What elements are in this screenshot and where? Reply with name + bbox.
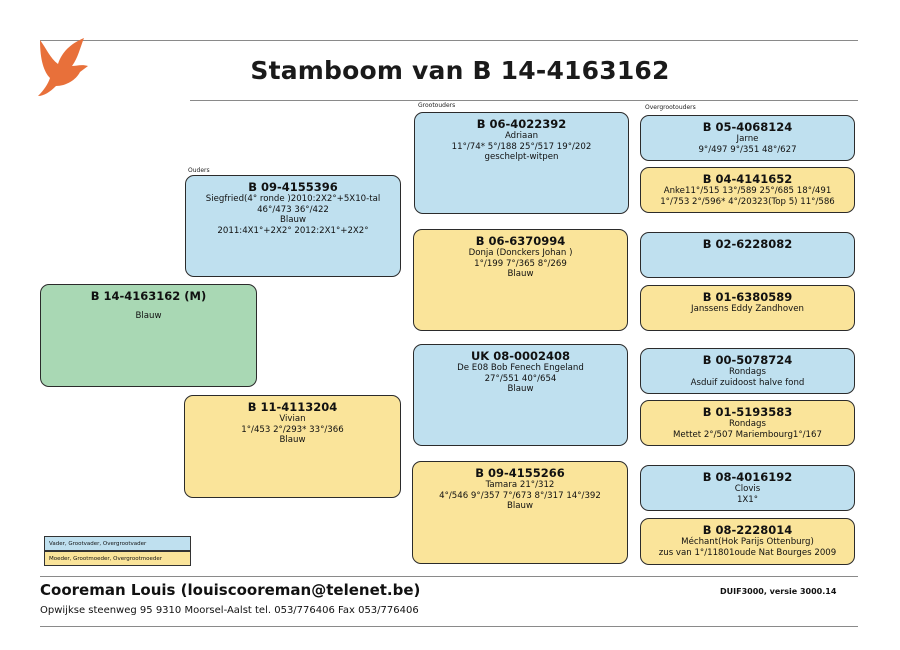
pedigree-subject-card[interactable] [40, 284, 257, 387]
ring-number: B 02-6228082 [702, 237, 793, 251]
pedigree-great-grandparent-card[interactable] [640, 285, 855, 331]
pedigree-great-grandparent-card[interactable] [640, 400, 855, 446]
dove-icon [36, 36, 96, 98]
pedigree-line: Siegfried(4° ronde )2010:2X2°+5X10-tal [205, 194, 381, 204]
pedigree-line: Clovis [734, 484, 761, 494]
footer-owner-name: Cooreman Louis (louiscooreman@telenet.be) [40, 581, 421, 599]
ring-number: B 05-4068124 [702, 120, 793, 134]
pedigree-line: De E08 Bob Fenech Engeland [457, 363, 584, 373]
pedigree-great-grandparent-card[interactable] [640, 348, 855, 394]
pedigree-line: Janssens Eddy Zandhoven [691, 304, 804, 314]
bottom-rule [40, 626, 858, 627]
pedigree-line: Donja (Donckers Johan ) [468, 248, 573, 258]
pedigree-grandparent-card[interactable] [413, 229, 628, 331]
pedigree-line: geschelpt-witpen [484, 152, 559, 162]
ring-number: B 08-4016192 [702, 470, 793, 484]
pedigree-line: 2011:4X1°+2X2° 2012:2X1°+2X2° [217, 225, 369, 236]
subject-line [41, 303, 256, 311]
ring-number: B 06-6370994 [475, 234, 566, 248]
top-rule [40, 40, 858, 41]
ring-number: B 01-5193583 [702, 405, 793, 419]
pedigree-line: Mettet 2°/507 Mariembourg1°/167 [673, 429, 822, 440]
subject-ring-number: B 14-4163162 (M) [90, 289, 207, 303]
pedigree-line: 4°/546 9°/357 7°/673 8°/317 14°/392 [439, 490, 601, 501]
subject-line: Blauw [135, 311, 162, 321]
pedigree-line: Jarne [736, 134, 759, 144]
pedigree-line: 9°/497 9°/351 48°/627 [698, 144, 797, 155]
pedigree-grandparent-card[interactable] [414, 112, 629, 214]
pedigree-line: Méchant(Hok Parijs Ottenburg) [681, 537, 814, 547]
legend-male: Vader, Grootvader, Overgrootvader [44, 536, 191, 551]
title-rule [190, 100, 858, 101]
section-label-great-grandparents: Overgrootouders [645, 104, 696, 111]
pedigree-great-grandparent-card[interactable] [640, 232, 855, 278]
ring-number: B 09-4155266 [475, 466, 565, 480]
pedigree-great-grandparent-card[interactable] [640, 518, 855, 565]
pedigree-line: Adriaan [504, 131, 539, 141]
pedigree-great-grandparent-card[interactable] [640, 115, 855, 161]
pedigree-mother-card[interactable] [184, 395, 401, 498]
ring-number: B 08-2228014 [702, 523, 793, 537]
pedigree-line: 46°/473 36°/422 [257, 204, 329, 215]
pedigree-line: Rondags [729, 367, 766, 377]
legend-female: Moeder, Grootmoeder, Overgrootmoeder [44, 551, 191, 566]
pedigree-line: Rondags [729, 419, 766, 429]
pedigree-line: Tamara 21°/312 [485, 480, 555, 490]
page-title: Stamboom van B 14-4163162 [250, 56, 670, 85]
pedigree-line: Blauw [507, 269, 534, 279]
ring-number: B 01-6380589 [702, 290, 793, 304]
ring-number: B 04-4141652 [702, 172, 793, 186]
pedigree-line: 1°/199 7°/365 8°/269 [474, 258, 567, 269]
pedigree-line: 1X1° [736, 494, 759, 505]
pedigree-line: Blauw [507, 384, 534, 394]
pedigree-line: Blauw [279, 215, 307, 225]
ring-number: B 06-4022392 [476, 117, 567, 131]
section-label-grandparents: Grootouders [418, 102, 456, 109]
ring-number: B 09-4155396 [248, 180, 338, 194]
pedigree-line: Blauw [506, 501, 534, 511]
pedigree-line: 27°/551 40°/654 [484, 373, 557, 384]
footer-version: DUIF3000, versie 3000.14 [720, 587, 837, 596]
section-label-parents: Ouders [188, 167, 210, 174]
pedigree-line: Blauw [279, 435, 306, 445]
pedigree-line: 1°/753 2°/596* 4°/20323(Top 5) 11°/586 [660, 196, 835, 207]
pedigree-line: Asduif zuidoost halve fond [690, 377, 805, 388]
pedigree-great-grandparent-card[interactable] [640, 465, 855, 511]
pedigree-line: 11°/74* 5°/188 25°/517 19°/202 [451, 141, 592, 152]
pedigree-line: Anke11°/515 13°/589 25°/685 18°/491 [663, 186, 832, 196]
footer-rule [40, 576, 858, 577]
ring-number: B 11-4113204 [247, 400, 338, 414]
pedigree-line: 1°/453 2°/293* 33°/366 [241, 424, 344, 435]
pedigree-line: Vivian [279, 414, 306, 424]
pedigree-grandparent-card[interactable] [413, 344, 628, 446]
pedigree-great-grandparent-card[interactable] [640, 167, 855, 213]
ring-number: B 00-5078724 [702, 353, 793, 367]
pedigree-grandparent-card[interactable] [412, 461, 628, 564]
ring-number: UK 08-0002408 [470, 349, 571, 363]
pedigree-line: zus van 1°/11801oude Nat Bourges 2009 [658, 547, 837, 558]
pedigree-father-card[interactable] [185, 175, 401, 277]
footer-address: Opwijkse steenweg 95 9310 Moorsel-Aalst tel. 053/776406 Fax 053/776406 [40, 605, 419, 616]
